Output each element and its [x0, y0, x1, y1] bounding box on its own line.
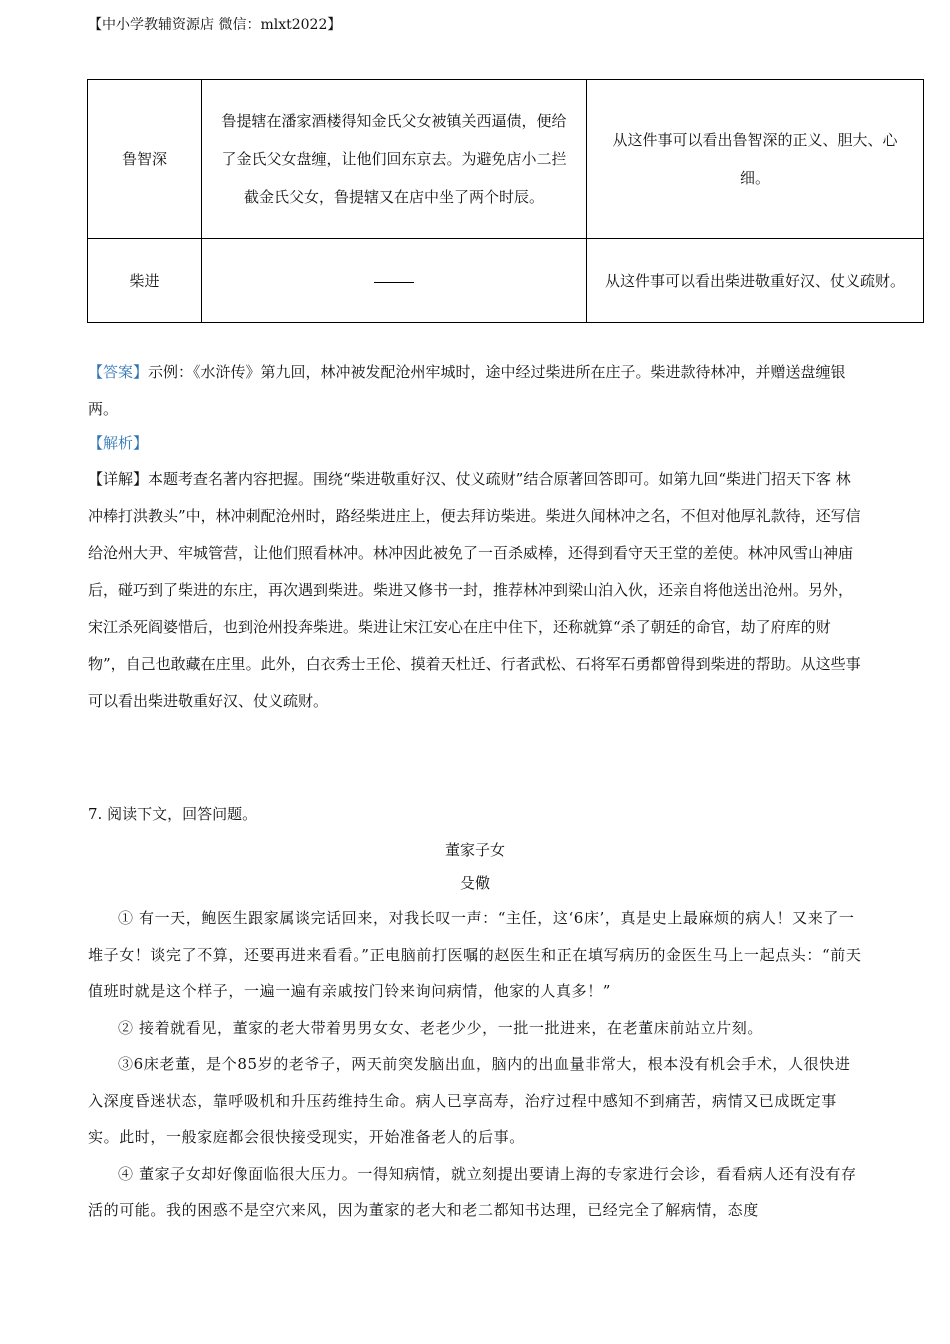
answer-section — [88, 354, 863, 428]
analysis-tag: 【解析】 — [88, 434, 149, 452]
detail-section — [88, 461, 863, 720]
answer-text: 示例：《水浒传》第九回，林冲被发配沧州牢城时，途中经过柴进所在庄子。柴进款待林冲，并赠送盘缠银两。 — [88, 363, 846, 418]
page-header: 【中小学教辅资源店 微信：mlxt2022】 — [88, 17, 342, 33]
article-title: 董家子女 — [444, 841, 505, 859]
paragraph: ② 接着就看见，董家的老大带着男男女女、老老少少，一批一批进来，在老董床前站立片刻。 — [118, 1018, 763, 1037]
question-heading: 7. 阅读下文，回答问题。 — [88, 805, 258, 823]
answer-blank-line — [374, 281, 414, 283]
detail-tag: 【详解】 — [88, 470, 149, 488]
event-blank-cell — [202, 239, 587, 323]
character-table — [87, 79, 924, 323]
article-body — [88, 900, 863, 1229]
comment-cell: 从这件事可以看出柴进敬重好汉、仗义疏财。 — [587, 239, 924, 323]
table-row — [88, 239, 924, 323]
event-cell: 鲁提辖在潘家酒楼得知金氏父女被镇关西逼债，便给了金氏父女盘缠，让他们回东京去。为避免店小二拦截金氏父女，鲁提辖又在店中坐了两个时辰。 — [202, 80, 587, 239]
comment-cell: 从这件事可以看出鲁智深的正义、胆大、心细。 — [587, 80, 924, 239]
paragraph: ③6床老董，是个85岁的老爷子，两天前突发脑出血，脑内的出血量非常大，根本没有机会手术，人很快进入深度昏迷状态，靠呼吸机和升压药维持生命。病人已享高寿，治疗过程中感知不到痛苦，病情又已成既定事实。此时，一般家庭都会很快接受现实，开始准备老人的后事。 — [88, 1055, 851, 1146]
answer-tag: 【答案】 — [88, 363, 149, 381]
paragraph: ④ 董家子女却好像面临很大压力。一得知病情，就立刻提出要请上海的专家进行会诊，看看病人还有没有存活的可能。我的困惑不是空穴来风，因为董家的老大和老二都知书达理，已经完全了解病情，态度 — [88, 1164, 857, 1219]
name-cell: 鲁智深 — [88, 80, 202, 239]
name-cell: 柴进 — [88, 239, 202, 323]
article-author: 殳儆 — [459, 874, 490, 892]
paragraph: ① 有一天，鲍医生跟家属谈完话回来，对我长叹一声：“主任，这‘6床’，真是史上最麻烦的病人！又来了一堆子女！谈完了不算，还要再进来看看。”正电脑前打医嘱的赵医生和正在填写病历的金医生马上一起点头：“前天值班时就是这个样子，一遍一遍有亲戚按门铃来询问病情，他家的人真多！” — [88, 909, 862, 1000]
table-row — [88, 80, 924, 239]
detail-text: 本题考查名著内容把握。围绕“柴进敬重好汉、仗义疏财”结合原著回答即可。如第九回“柴进门招天下客 林冲棒打洪教头”中，林冲刺配沧州时，路经柴进庄上，便去拜访柴进。柴进久闻林冲之名，不但对他厚礼款待，还写信给沧州大尹、牢城管营，让他们照看林冲。林冲因此被免了一百杀威棒，还得到看守天王堂的差使。林冲风雪山神庙后，碰巧到了柴进的东庄，再次遇到柴进。柴进又修书一封，推荐林冲到梁山泊入伙，还亲自将他送出沧州。另外，宋江杀死阎婆惜后，也到沧州投奔柴进。柴进让宋江安心在庄中住下，还称就算“杀了朝廷的命官，劫了府库的财物”，自己也敢藏在庄里。此外，白衣秀士王伦、摸着天杜迁、行者武松、石将军石勇都曾得到柴进的帮助。从这些事可以看出柴进敬重好汉、仗义疏财。 — [88, 470, 861, 710]
